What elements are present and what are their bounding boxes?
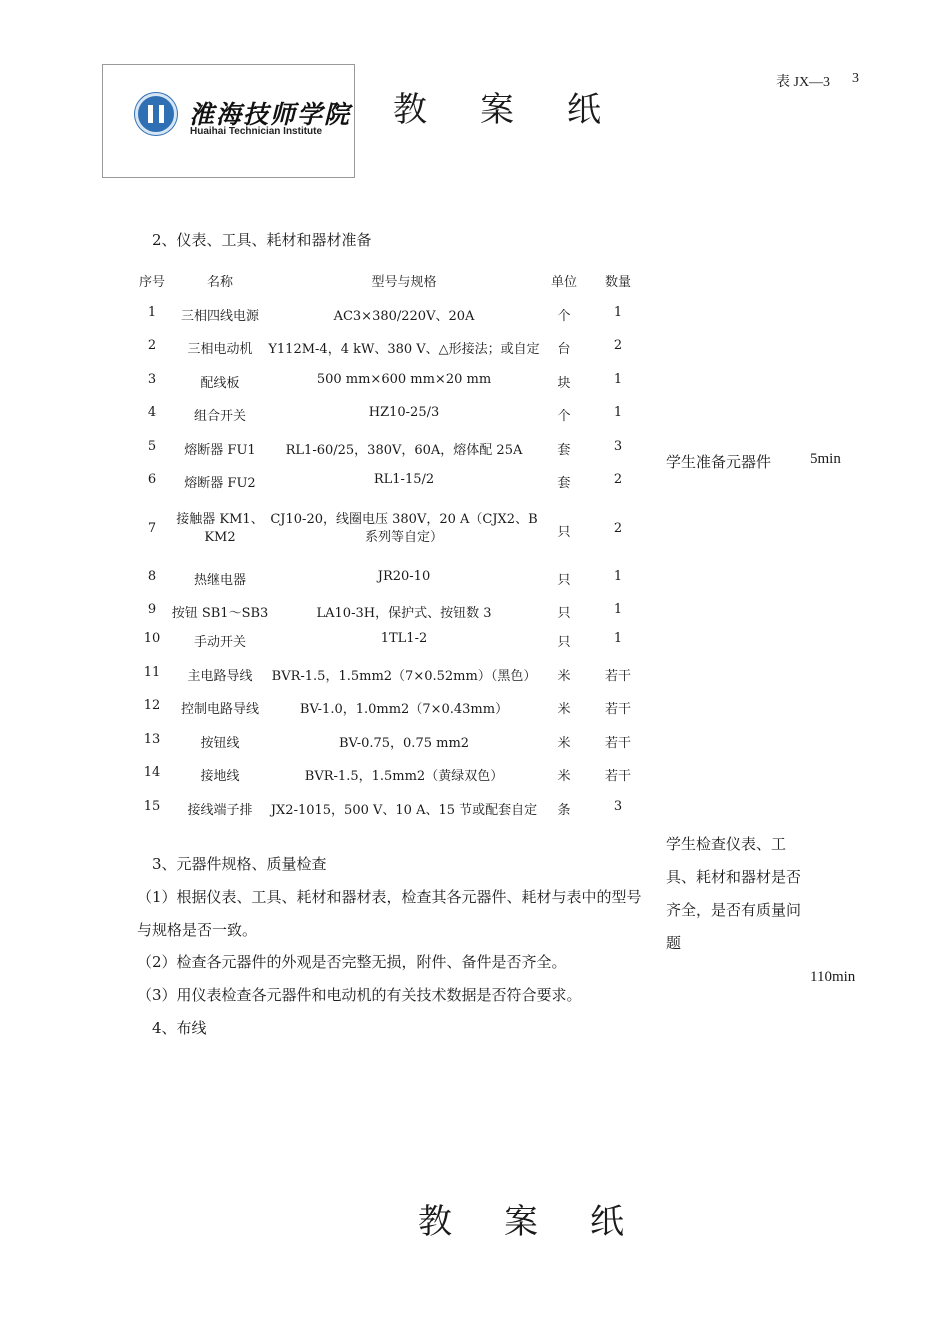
- section-3-heading: 3、元器件规格、质量检查: [152, 855, 327, 873]
- logo-chinese-name: 淮海技师学院: [189, 100, 352, 129]
- cell-unit: 套: [557, 476, 571, 491]
- column-header: 单位: [550, 275, 577, 290]
- cell-unit: 只: [557, 573, 571, 588]
- cell-no: 4: [147, 405, 157, 420]
- cell-no: 9: [147, 602, 157, 617]
- cell-no: 14: [143, 765, 161, 780]
- cell-qty: 3: [613, 799, 623, 814]
- cell-qty: 若干: [604, 669, 631, 684]
- cell-no: 2: [147, 338, 157, 353]
- cell-spec: RL1-15/2: [373, 472, 435, 487]
- cell-spec: JR20-10: [377, 569, 431, 584]
- cell-name: 三相四线电源: [180, 309, 259, 324]
- institute-logo: [102, 64, 355, 178]
- cell-name: 手动开关: [193, 635, 246, 650]
- page-title: 教 案 纸: [393, 90, 601, 130]
- table-row: [0, 305, 950, 325]
- cell-no: 11: [143, 665, 161, 680]
- cell-qty: 1: [613, 631, 623, 646]
- table-row: [0, 698, 950, 718]
- paragraph: （3）用仪表检查各元器件和电动机的有关技术数据是否符合要求。: [137, 986, 582, 1004]
- cell-no: 6: [147, 472, 157, 487]
- cell-unit: 只: [557, 635, 571, 650]
- cell-unit: 只: [557, 606, 571, 621]
- cell-name: 三相电动机: [187, 342, 253, 357]
- table-row: [0, 511, 950, 551]
- cell-spec: JX2-1015，500 V、10 A、15 节或配套自定: [270, 803, 538, 818]
- cell-name: 主电路导线: [187, 669, 253, 684]
- table-row: [0, 665, 950, 685]
- table-row: [0, 732, 950, 752]
- cell-name: 熔断器 FU2: [184, 476, 256, 491]
- cell-qty: 1: [613, 602, 623, 617]
- cell-name: 接触器 KM1、KM2: [176, 512, 264, 545]
- cell-unit: 只: [557, 525, 571, 540]
- cell-qty: 2: [613, 472, 623, 487]
- table-row: [0, 439, 950, 459]
- cell-spec: LA10-3H，保护式、按钮数 3: [316, 606, 492, 621]
- logo-english-name: Huaihai Technician Institute: [190, 126, 323, 137]
- cell-unit: 米: [557, 702, 571, 717]
- cell-no: 13: [143, 732, 161, 747]
- paragraph: （2）检查各元器件的外观是否完整无损，附件、备件是否齐全。: [137, 953, 567, 971]
- table-row: [0, 631, 950, 651]
- paragraph: （1）根据仪表、工具、耗材和器材表，检查其各元器件、耗材与表中的型号与规格是否一致。: [137, 888, 642, 939]
- cell-unit: 个: [557, 409, 571, 424]
- cell-unit: 台: [557, 342, 571, 357]
- form-code: 表 JX—3: [776, 75, 831, 90]
- cell-no: 7: [147, 521, 157, 536]
- cell-no: 1: [147, 305, 157, 320]
- cell-name: 热继电器: [193, 573, 246, 588]
- cell-spec: BV-0.75，0.75 mm2: [338, 736, 470, 751]
- cell-spec: CJ10-20，线圈电压 380V，20 A（CJX2、B 系列等自定）: [270, 512, 538, 545]
- table-row: [0, 405, 950, 425]
- cell-no: 5: [147, 439, 157, 454]
- cell-no: 15: [143, 799, 161, 814]
- emblem-icon: [135, 93, 177, 135]
- cell-qty: 1: [613, 569, 623, 584]
- table-row: [0, 765, 950, 785]
- cell-unit: 米: [557, 736, 571, 751]
- cell-qty: 1: [613, 305, 623, 320]
- cell-spec: 1TL1-2: [380, 631, 428, 646]
- cell-name: 组合开关: [193, 409, 246, 424]
- cell-no: 12: [143, 698, 161, 713]
- table-header-row: [0, 271, 950, 291]
- cell-spec: RL1-60/25，380V，60A，熔体配 25A: [285, 443, 523, 458]
- cell-name: 控制电路导线: [180, 702, 259, 717]
- column-header: 序号: [138, 275, 165, 290]
- cell-qty: 若干: [604, 769, 631, 784]
- section-2-heading: 2、仪表、工具、耗材和器材准备: [152, 231, 372, 249]
- next-page-title: 教 案 纸: [418, 1202, 624, 1242]
- activity-duration: 110min: [810, 969, 856, 985]
- cell-unit: 条: [557, 803, 571, 818]
- cell-qty: 3: [613, 439, 623, 454]
- table-row: [0, 472, 950, 492]
- table-row: [0, 338, 950, 358]
- activity-note: 学生准备元器件: [666, 453, 772, 471]
- cell-spec: BV-1.0，1.0mm2（7×0.43mm）: [299, 702, 509, 717]
- column-header: 数量: [604, 275, 631, 290]
- cell-spec: BVR-1.5，1.5mm2（7×0.52mm）（黑色）: [271, 669, 537, 684]
- cell-no: 10: [143, 631, 161, 646]
- cell-qty: 1: [613, 405, 623, 420]
- section-4-heading: 4、布线: [152, 1019, 207, 1037]
- cell-unit: 米: [557, 769, 571, 784]
- table-row: [0, 799, 950, 819]
- cell-unit: 块: [557, 376, 571, 391]
- cell-spec: 500 mm×600 mm×20 mm: [316, 372, 492, 387]
- table-row: [0, 569, 950, 589]
- cell-name: 接线端子排: [187, 803, 253, 818]
- cell-unit: 套: [557, 443, 571, 458]
- activity-duration: 5min: [810, 451, 841, 467]
- cell-spec: BVR-1.5，1.5mm2（黄绿双色）: [304, 769, 504, 784]
- cell-name: 配线板: [200, 376, 240, 391]
- cell-spec: AC3×380/220V、20A: [333, 309, 475, 324]
- cell-qty: 若干: [604, 736, 631, 751]
- cell-qty: 若干: [604, 702, 631, 717]
- cell-name: 按钮线: [200, 736, 240, 751]
- cell-spec: Y112M-4，4 kW、380 V、△形接法；或自定: [268, 342, 540, 357]
- cell-qty: 1: [613, 372, 623, 387]
- column-header: 名称: [206, 275, 233, 290]
- cell-qty: 2: [613, 338, 623, 353]
- cell-no: 3: [147, 372, 157, 387]
- cell-name: 按钮 SB1～SB3: [171, 606, 269, 621]
- cell-qty: 2: [613, 521, 623, 536]
- table-row: [0, 372, 950, 392]
- cell-unit: 个: [557, 309, 571, 324]
- cell-name: 接地线: [200, 769, 240, 784]
- cell-unit: 米: [557, 669, 571, 684]
- table-row: [0, 602, 950, 622]
- activity-note: 学生检查仪表、工具、耗材和器材是否齐全，是否有质量问题: [666, 835, 802, 952]
- column-header: 型号与规格: [371, 275, 437, 290]
- cell-no: 8: [147, 569, 157, 584]
- cell-name: 熔断器 FU1: [184, 443, 256, 458]
- page-number: 3: [852, 71, 859, 86]
- cell-spec: HZ10-25/3: [368, 405, 440, 420]
